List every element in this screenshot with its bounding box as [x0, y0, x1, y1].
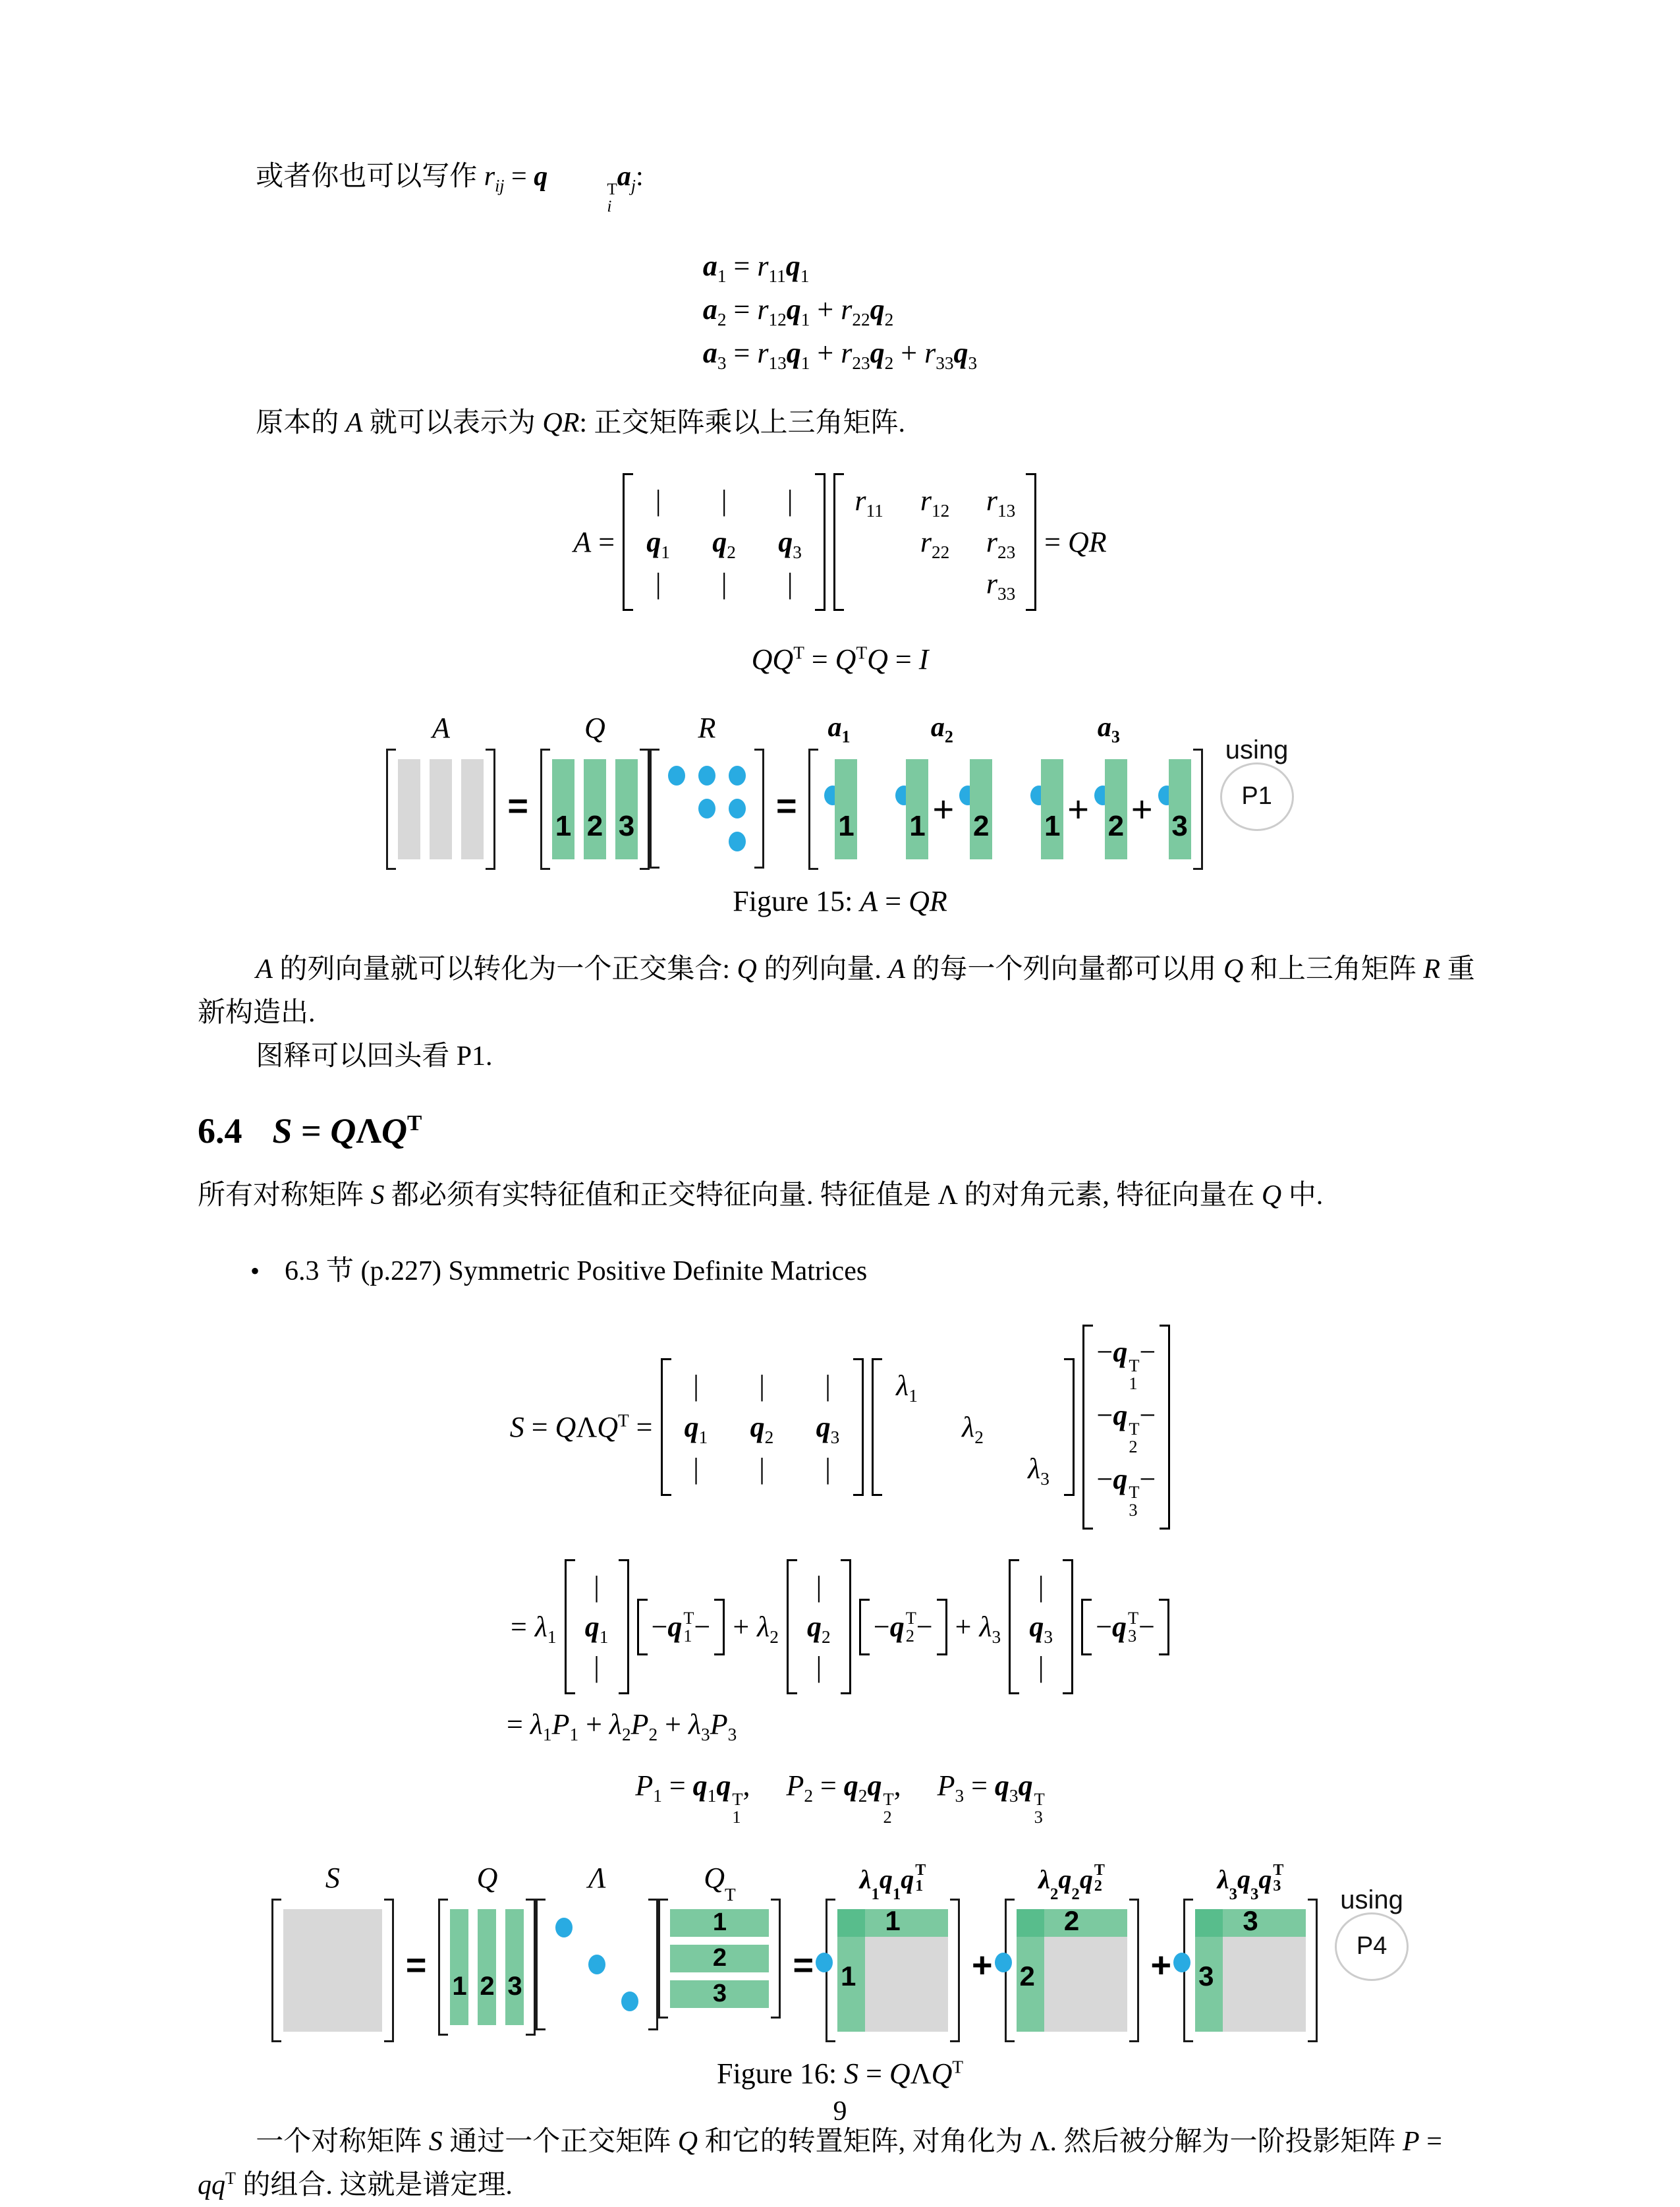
- coef-times-column: [1041, 759, 1063, 859]
- fig15-using-note: [1220, 735, 1294, 831]
- empty-cell: [588, 1918, 605, 1937]
- section-number: 6.4: [198, 1111, 242, 1151]
- math-line: [507, 1559, 1173, 1694]
- fig15-r-label: R: [698, 708, 715, 745]
- fig15-a-unit: [386, 708, 495, 870]
- fig16-p3-unit: [1183, 1858, 1318, 2042]
- empty-cell: [621, 1955, 638, 1974]
- gray-column-bar: [430, 759, 452, 859]
- empty-cell: [668, 832, 685, 851]
- green-column-bar: 3: [1169, 759, 1191, 859]
- coefficient-dot: [1173, 1953, 1190, 1972]
- empty-cell: [621, 1918, 638, 1937]
- section-title: $S = Q\Lambda Q^T$: [273, 1111, 422, 1151]
- fig16-equals-2: =: [793, 1945, 814, 1986]
- entry-dot: [668, 766, 685, 786]
- fig16-qt-unit: [658, 1858, 781, 2019]
- fig15-r-unit: [650, 708, 764, 869]
- fig16-equals: =: [406, 1945, 427, 1986]
- projection-matrix-block: 2 2: [1017, 1909, 1127, 2032]
- coef-times-column: [970, 759, 992, 859]
- figure-16-caption: Figure 16: $S = Q\Lambda Q^T$: [198, 2057, 1482, 2090]
- colvec: | $q_2$ |: [801, 1570, 837, 1684]
- fig16-p2-unit: [1005, 1858, 1139, 2042]
- fig15-a-bars: [398, 759, 484, 859]
- fig16-s-bracket: [271, 1899, 394, 2042]
- equation-a-equals-qr: [198, 473, 1482, 611]
- eigenvalue-dot: [621, 1992, 638, 2011]
- green-column-bar: 1: [450, 1909, 468, 2025]
- bullet-item: [250, 1249, 1482, 1288]
- paragraph-spectral-theorem: 一个对称矩阵 S 通过一个正交矩阵 Q 和它的转置矩阵, 对角化为 Λ. 然后被分解为一阶投影矩阵 $P = qq^T$ 的组合. 这就是谱定理.: [198, 2120, 1482, 2207]
- coef-times-column: [1105, 759, 1127, 859]
- plus-sign: +: [1151, 1945, 1172, 1986]
- fig15-q-bracket: [540, 749, 650, 870]
- equation-a3: $a_3 = r_{13}q_1 + r_{23}q_2 + r_{33}q_3$: [703, 331, 977, 375]
- r-matrix-grid: $r_{11}$ $r_{12}$ $r_{13}$ $r_{22}$ $r_{23}$ $r_{33}$: [848, 484, 1022, 600]
- empty-cell: [698, 832, 715, 851]
- fig15-q-unit: [540, 708, 650, 870]
- lhs-a: A =: [573, 525, 615, 559]
- equals-sign: =: [511, 1610, 527, 1644]
- fig15-a-label: A: [432, 708, 450, 745]
- green-column-bar: 1: [835, 759, 857, 859]
- lambda-matrix: [872, 1358, 1075, 1496]
- figure-15-diagram: [198, 708, 1482, 870]
- q3-column-vector: [1009, 1559, 1073, 1694]
- fig15-a2-group: [891, 759, 992, 859]
- fig16-lambda-bracket: [536, 1899, 658, 2030]
- fig16-s-label: S: [325, 1858, 340, 1895]
- equation-a1: $a_1 = r_{11}q_1$: [703, 244, 977, 288]
- fig16-p3-bracket: [1183, 1899, 1318, 2042]
- r-matrix: [833, 473, 1036, 611]
- equation-a-decomposition: [198, 244, 1482, 375]
- green-row-bar: 3: [670, 1980, 769, 2008]
- green-column-bar: 1: [906, 759, 928, 859]
- fig16-qt-rows: [670, 1909, 769, 2008]
- gray-matrix-block: [283, 1909, 382, 2032]
- overlap-corner: [1195, 1909, 1223, 1937]
- eigenvalue-dot: [555, 1918, 573, 1937]
- coef-times-column: [906, 759, 928, 859]
- fig16-lambda-dots: [547, 1909, 646, 2020]
- fig15-equals-2: =: [776, 786, 797, 826]
- empty-cell: [555, 1955, 573, 1974]
- green-column-bar: 2: [1105, 759, 1127, 859]
- q-matrix: [661, 1358, 864, 1496]
- q-matrix: [623, 473, 826, 611]
- lambda3-coef: $\lambda_3$: [979, 1610, 1001, 1644]
- equation-orthogonality: $QQ^T = Q^TQ = I$: [198, 643, 1482, 676]
- using-circle: P4: [1335, 1912, 1409, 1981]
- coef-times-column: [1169, 759, 1191, 859]
- figure-15-caption: Figure 15: A = QR: [198, 884, 1482, 918]
- green-column-bar: 3: [615, 759, 638, 859]
- fig16-q-bars: [450, 1909, 524, 2025]
- fig15-equals: =: [507, 786, 528, 826]
- plus-sign: +: [955, 1610, 972, 1644]
- paragraph-qr: 原本的 A 就可以表示为 QR: 正交矩阵乘以上三角矩阵.: [198, 401, 1482, 445]
- plus-sign: +: [932, 791, 954, 828]
- empty-cell: [668, 799, 685, 818]
- fig16-s-unit: [271, 1858, 394, 2042]
- fig16-p1-label: λ 1 q 1 q T 1: [860, 1858, 926, 1895]
- fig16-q-bracket: [438, 1899, 536, 2036]
- paragraph-see-p1: 图释可以回头看 P1.: [198, 1035, 1482, 1078]
- fig16-using-note: [1335, 1885, 1409, 1981]
- fig15-result-unit: [808, 708, 1202, 870]
- q2-column-vector: [787, 1559, 851, 1694]
- bullet-dot: •: [250, 1255, 260, 1286]
- q2-row-vector: − q T 2 −: [859, 1599, 947, 1655]
- coefficient-dot: [816, 1953, 833, 1972]
- q-transpose-matrix: [1082, 1325, 1171, 1530]
- fig16-lambda-unit: [536, 1858, 658, 2030]
- green-column-bar: 2: [478, 1909, 496, 2025]
- lambda2-coef: $\lambda_2$: [757, 1610, 779, 1644]
- equation-block: [703, 244, 977, 375]
- section-heading: [198, 1110, 1482, 1151]
- colvec: | $q_1$ |: [579, 1570, 615, 1684]
- coefficient-dot: [995, 1953, 1012, 1972]
- gray-column-bar: [398, 759, 420, 859]
- coef-times-column: [835, 759, 857, 859]
- lhs-s: $S = Q\Lambda Q^T$ =: [510, 1410, 653, 1444]
- overlap-corner: [837, 1909, 865, 1937]
- empty-cell: [588, 1992, 605, 2011]
- fig16-lambda-label: Λ: [588, 1858, 606, 1895]
- fig15-result-bracket: [808, 749, 1202, 870]
- figure-16-diagram: [198, 1858, 1482, 2042]
- green-column-bar: 2: [584, 759, 606, 859]
- lambda-matrix-grid: $\lambda_1$ $\lambda_2$ $\lambda_3$: [886, 1369, 1060, 1485]
- math-line: [569, 473, 1110, 611]
- fig15-a-bracket: [386, 749, 495, 870]
- equation-lambda-p-sum: = $\lambda_1P_1 + \lambda_2P_2 + \lambda_3P_3$: [507, 1707, 1173, 1741]
- projection-matrix-block: 1 1: [837, 1909, 948, 2032]
- fig16-q-label: Q: [477, 1858, 498, 1895]
- entry-dot: [729, 832, 746, 851]
- green-column-bar: 1: [552, 759, 574, 859]
- green-column-bar: 3: [505, 1909, 524, 2025]
- equation-projections: $P_1 = q_1q$ T 1 , $P_2 = q_2q$ T 2 , $P_3 = q_3q$ T 3: [198, 1769, 1482, 1825]
- q-transpose-rows: −q T 1 − −q T 2 − −q T 3 −: [1097, 1335, 1156, 1519]
- paragraph-symmetric: 所有对称矩阵 S 都必须有实特征值和正交特征向量. 特征值是 Λ 的对角元素, 特征向量在 Q 中.: [198, 1174, 1482, 1217]
- entry-dot: [729, 766, 746, 786]
- fig15-a3-group: [1026, 759, 1190, 859]
- q1-column-vector: [565, 1559, 629, 1694]
- fig16-p2-bracket: [1005, 1899, 1139, 2042]
- q-matrix-grid: | | | $q_1$ $q_2$ $q_3$ | | |: [675, 1369, 849, 1485]
- q3-row-vector: − q T 3 −: [1081, 1599, 1169, 1655]
- using-word: using: [1340, 1885, 1403, 1915]
- paragraph-intro: 或者你也可以写作 $r_{ij} = q$ T i $a_j$:: [198, 155, 1482, 215]
- entry-dot: [698, 799, 715, 818]
- plus-sign: +: [972, 1945, 993, 1986]
- projection-matrix-block: 3 3: [1195, 1909, 1306, 2032]
- empty-cell: [555, 1992, 573, 2011]
- equation-rank-one-sum: [198, 1559, 1482, 1741]
- paragraph-columns: A 的列向量就可以转化为一个正交集合: Q 的列向量. A 的每一个列向量都可以用 Q 和上三角矩阵 R 重新构造出.: [198, 948, 1482, 1035]
- eigenvalue-dot: [588, 1955, 605, 1974]
- fig16-qt-bracket: [658, 1899, 781, 2019]
- fig15-a3-label: $a_3$: [1098, 712, 1120, 743]
- bullet-text: 6.3 节 (p.227) Symmetric Positive Definite Matrices: [285, 1249, 867, 1288]
- fig15-r-bracket: [650, 749, 764, 869]
- lambda1-coef: $\lambda_1$: [535, 1610, 557, 1644]
- fig15-r-dots: [661, 759, 752, 858]
- math-line: [506, 1325, 1175, 1530]
- fig16-p1-unit: [826, 1858, 960, 2042]
- fig15-q-bars: [552, 759, 638, 859]
- fig15-a1-label: $a_1$: [827, 712, 850, 743]
- fig16-p2-label: λ 2 q 2 q T 2: [1038, 1858, 1105, 1895]
- plus-sign: +: [733, 1610, 749, 1644]
- green-row-bar: 1: [670, 1909, 769, 1937]
- gray-column-bar: [461, 759, 484, 859]
- colvec: | $q_3$ |: [1023, 1570, 1059, 1684]
- page-number: 9: [0, 2096, 1680, 2127]
- green-column-bar: 2: [970, 759, 992, 859]
- fig15-q-label: Q: [584, 708, 605, 745]
- fig15-result-content: [820, 759, 1190, 859]
- fig15-a1-group: [820, 759, 857, 859]
- aligned-lines: [507, 1559, 1173, 1741]
- equation-spectral: [198, 1325, 1482, 1530]
- entry-dot: [698, 766, 715, 786]
- plus-sign: +: [1067, 791, 1089, 828]
- q-matrix-grid: | | | $q_1$ $q_2$ $q_3$ | | |: [637, 484, 811, 600]
- green-column-bar: 1: [1041, 759, 1063, 859]
- green-row-bar: 2: [670, 1945, 769, 1972]
- overlap-corner: [1017, 1909, 1044, 1937]
- fig16-p1-bracket: [826, 1899, 960, 2042]
- fig16-p3-label: λ 3 q 3 q T 3: [1218, 1858, 1284, 1895]
- plus-sign: +: [1131, 791, 1153, 828]
- equation-a2: $a_2 = r_{12}q_1 + r_{22}q_2$: [703, 288, 977, 331]
- using-circle: P1: [1220, 762, 1294, 831]
- rhs-qr: = QR: [1044, 525, 1106, 559]
- fig16-qt-label: Q T: [704, 1858, 735, 1895]
- entry-dot: [729, 799, 746, 818]
- fig16-q-unit: [438, 1858, 536, 2036]
- fig15-a2-label: $a_2$: [931, 712, 953, 743]
- q1-row-vector: − q T 1 −: [637, 1599, 725, 1655]
- using-word: using: [1225, 735, 1289, 765]
